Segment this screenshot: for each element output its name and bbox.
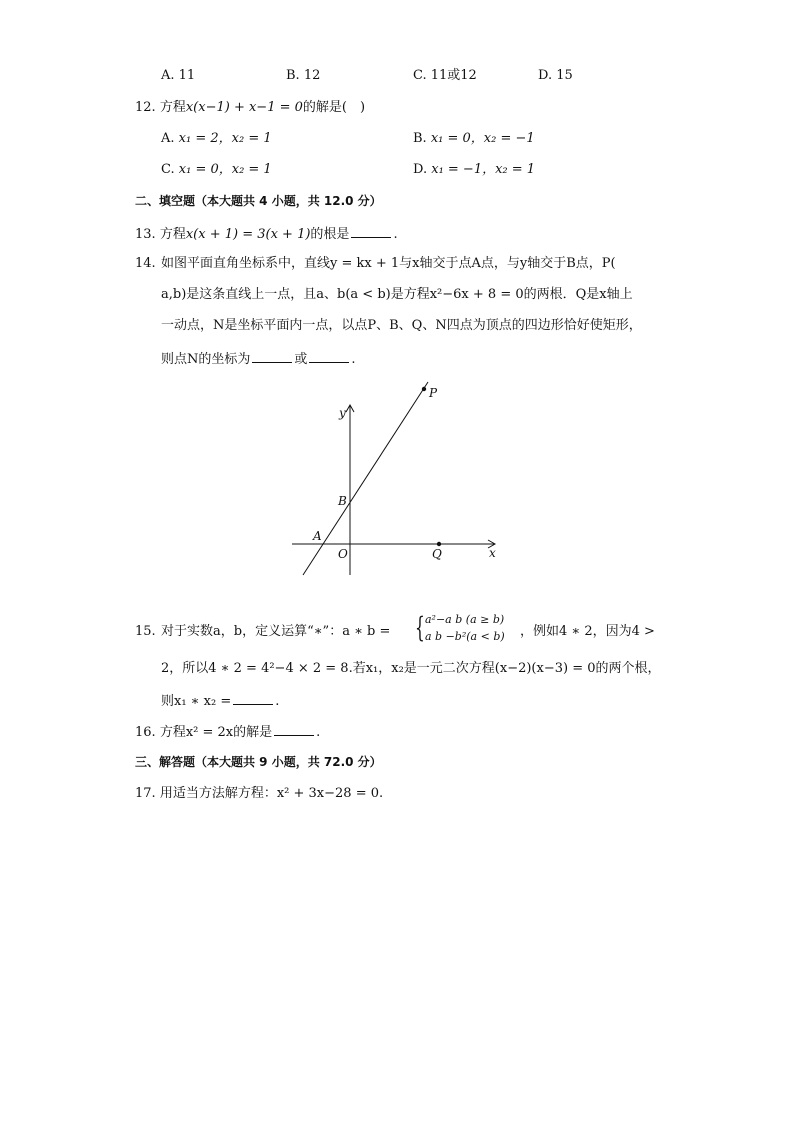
point-p [422,387,426,391]
q12-option-b [413,131,535,147]
q17-number: 17. [135,786,156,801]
q13-end: . [393,227,398,242]
q15-line-1-post: ，例如4 ∗ 2，因为4 > [520,624,655,639]
q14-line-1: 如图平面直角坐标系中，直线y = kx + 1与x轴交于点A点，与y轴交于B点，P( [161,256,616,271]
q14-line-4-pre: 则点N的坐标为 [161,352,251,367]
q12-stem-pre: 方程 [159,100,186,115]
q13-math: x(x + 1) = 3(x + 1) [185,227,311,242]
label-p: P [429,386,438,400]
q16-end: . [316,725,321,740]
q15-case-2: a b −b²(a < b) [425,630,505,643]
line-y-kx-plus-1 [303,382,428,575]
label-a: A [313,529,322,543]
q15-brace: { [415,611,425,644]
q15-answer-blank [233,692,273,705]
q12-option-a [161,131,272,147]
point-q [437,542,441,546]
q14-number: 14. [135,256,156,271]
q16-answer-blank [274,723,314,736]
q15-number: 15. [135,624,156,639]
q12-option-b-label: B. [413,131,427,146]
label-x: x [489,546,496,560]
q16 [135,723,320,741]
q16-pre: 方程x² = 2x的解是 [159,725,273,740]
q15-case-1: a²−a b (a ≥ b) [425,613,505,626]
q14-line-4 [161,350,356,368]
q16-number: 16. [135,725,156,740]
q13-post: 的根是 [310,227,350,242]
q14-line-4-end: . [351,352,356,367]
label-q: Q [432,547,442,561]
q14-line-3: 一动点，N是坐标平面内一点，以点P、B、Q、N四点为顶点的四边形恰好使矩形， [161,318,642,333]
q14-line-2: a,b)是这条直线上一点，且a、b(a < b)是方程x²−6x + 8 = 0的两根．Q是x轴上 [161,287,633,302]
q13-number: 13. [135,227,156,242]
q11-option-b: B. 12 [286,68,321,83]
q17-text: 用适当方法解方程：x² + 3x−28 = 0. [159,786,384,801]
q17 [135,786,383,802]
q15-line-2: 2，所以4 ∗ 2 = 4²−4 × 2 = 8.若x₁，x₂是一元二次方程(x−2)(x−3) = 0的两个根， [161,661,661,676]
q12-option-a-text: x₁ = 2，x₂ = 1 [178,131,272,146]
q13 [135,225,398,243]
q12-stem-math: x(x−1) + x−1 = 0 [185,100,303,115]
q12-option-d [413,162,535,178]
q11-option-a: A. 11 [161,68,196,83]
q12-stem-post: 的解是( ) [302,100,366,115]
q14-answer-blank-2 [309,350,349,363]
label-y: y [339,406,346,420]
q12-option-d-text: x₁ = −1，x₂ = 1 [431,162,536,177]
q12-number: 12. [135,100,156,115]
q14-line-4-mid: 或 [294,352,308,367]
q15-line-1-pre: 对于实数a，b，定义运算“∗”：a ∗ b = [161,624,391,639]
q11-option-d: D. 15 [538,68,573,83]
q15-line-3 [161,692,279,710]
label-b: B [338,494,347,508]
section-heading-solve: 三、解答题（本大题共 9 小题，共 72.0 分） [135,755,382,769]
q11-option-c: C. 11或12 [413,68,477,83]
q12-option-b-text: x₁ = 0，x₂ = −1 [430,131,535,146]
q12-option-d-label: D. [413,162,428,177]
q13-pre: 方程 [159,227,186,242]
q14-coordinate-figure [280,375,510,585]
section-heading-fill-in: 二、填空题（本大题共 4 小题，共 12.0 分） [135,194,382,208]
q13-answer-blank [351,225,391,238]
q12-option-a-label: A. [161,131,175,146]
q12-option-c [161,162,272,178]
label-o: O [338,547,348,561]
q14-answer-blank-1 [252,350,292,363]
q12-option-c-text: x₁ = 0，x₂ = 1 [178,162,272,177]
q15-line-3-end: . [275,694,280,709]
q15-line-3-pre: 则x₁ ∗ x₂ = [161,694,232,709]
q12-option-c-label: C. [161,162,175,177]
q12-stem [135,100,365,116]
